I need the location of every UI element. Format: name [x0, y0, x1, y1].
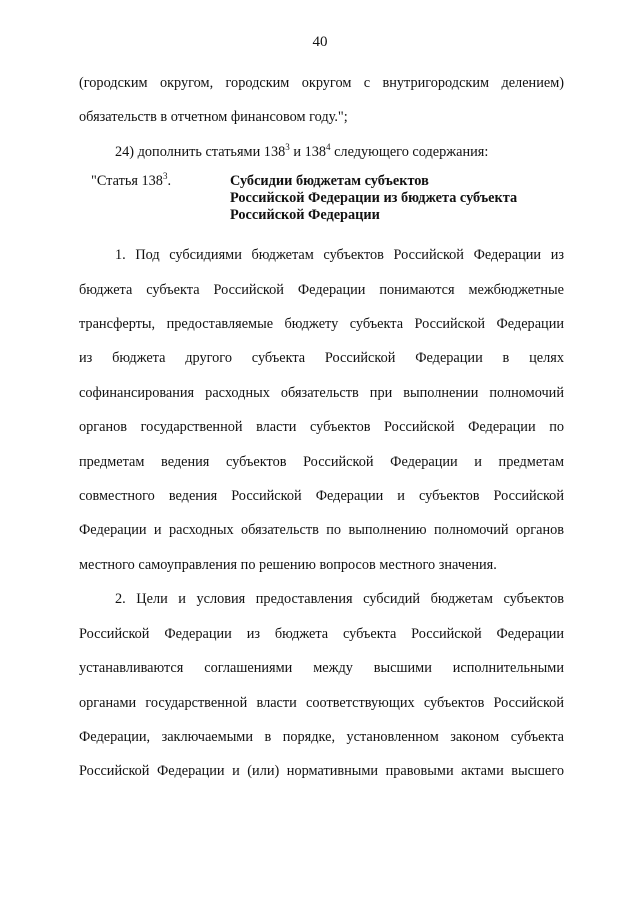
article-label-sup: 3	[162, 171, 168, 182]
item-24-text	[79, 135, 564, 169]
paragraph-1	[79, 238, 564, 582]
paragraph-1-line: предметам ведения субъектов Российской Федерации и предметам	[79, 453, 564, 470]
article-heading	[79, 173, 564, 224]
item-24-sup-1: 3	[285, 142, 290, 153]
paragraph-1-line: Федерации и расходных обязательств по выполнению полномочий органов	[79, 522, 564, 539]
article-title-line-2: Российской Федерации из бюджета субъекта	[230, 190, 518, 207]
paragraph-1-line: бюджета субъекта Российской Федерации понимаются межбюджетные	[79, 281, 564, 298]
paragraph-2	[79, 582, 564, 788]
article-label-prefix: "Статья 138	[91, 173, 163, 190]
paragraph-1-line: трансферты, предоставляемые бюджету субъекта Российской Федерации	[79, 316, 564, 333]
paragraph-1-line: софинансирования расходных обязательств при выполнении полномочий	[79, 384, 564, 401]
paragraph-1-line: 1. Под субсидиями бюджетам субъектов Российской Федерации из	[115, 247, 564, 264]
item-24-sup-2: 4	[326, 142, 331, 153]
paragraph-2-line: устанавливаются соглашениями между высшими исполнительными	[79, 660, 564, 677]
paragraph-2-line: органами государственной власти соответствующих субъектов Российской	[79, 694, 564, 711]
article-label-suffix: .	[167, 173, 172, 190]
paragraph-1-line: из бюджета другого субъекта Российской Федерации в целях	[79, 350, 564, 367]
page-number: 40	[312, 34, 328, 50]
item-24-mid: и 138	[289, 143, 327, 160]
paragraph-1-line: совместного ведения Российской Федерации и субъектов Российской	[79, 488, 564, 505]
article-label	[79, 173, 230, 190]
intro-line-2: обязательств в отчетном финансовом году.";	[79, 109, 348, 126]
article-title-line-3: Российской Федерации	[230, 207, 380, 224]
article-title-line-1: Субсидии бюджетам субъектов	[230, 173, 429, 190]
item-24-prefix: 24) дополнить статьями 138	[115, 143, 286, 160]
paragraph-2-line: Российской Федерации из бюджета субъекта Российской Федерации	[79, 625, 564, 642]
intro-line-1: (городским округом, городским округом с внутригородским делением)	[79, 75, 564, 91]
paragraph-2-line: Российской Федерации и (или) нормативными правовыми актами высшего	[79, 763, 564, 780]
article-title	[230, 173, 540, 224]
paragraph-1-line: местного самоуправления по решению вопросов местного значения.	[79, 556, 497, 573]
item-24-suffix: следующего содержания:	[330, 143, 489, 160]
paragraph-2-line: Федерации, заключаемыми в порядке, установленном законом субъекта	[79, 728, 564, 745]
document-body	[79, 66, 564, 789]
paragraph-2-line: 2. Цели и условия предоставления субсидий бюджетам субъектов	[115, 591, 564, 608]
paragraph-1-line: органов государственной власти субъектов Российской Федерации по	[79, 419, 564, 436]
